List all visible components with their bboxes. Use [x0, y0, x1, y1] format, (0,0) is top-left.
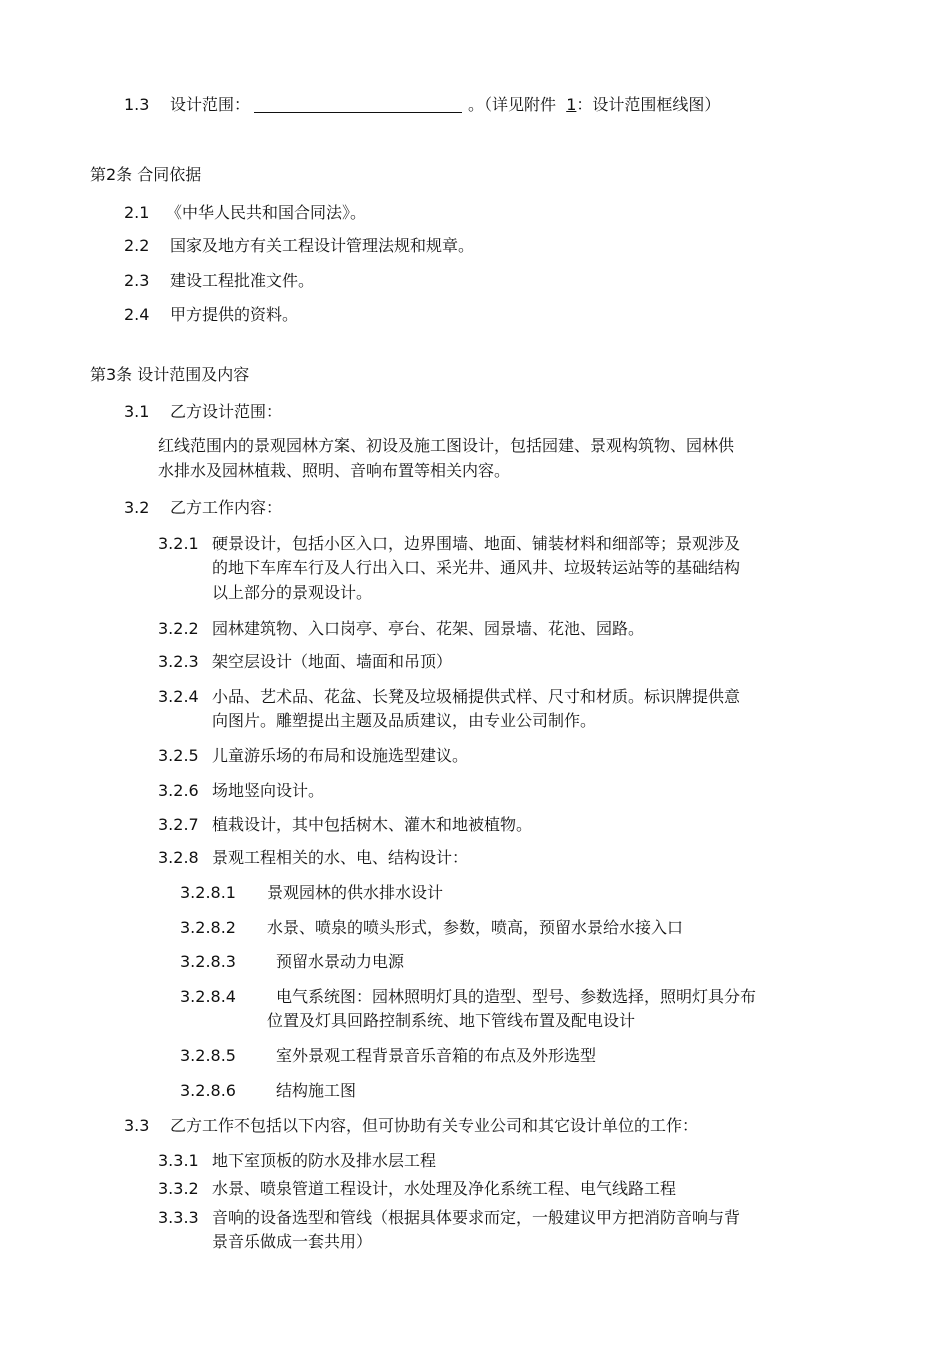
clause-number: 3.3.2 [158, 1179, 199, 1198]
clause-number: 3.1 [124, 402, 150, 421]
clause-text-line: 的地下车库车行及人行出入口、采光井、通风井、垃圾转运站等的基础结构 [212, 558, 741, 577]
clause-text-line: 植栽设计，其中包括树木、灌木和地被植物。 [212, 815, 533, 834]
clause-number: 3.2.5 [158, 746, 199, 765]
article-3-heading: 第3条 设计范围及内容 [90, 365, 250, 384]
attachment-title: ：设计范围框线图） [576, 95, 721, 114]
clause-number: 3.2 [124, 498, 150, 517]
clause-text: 乙方工作不包括以下内容，但可协助有关专业公司和其它设计单位的工作： [170, 1116, 699, 1135]
clause-number: 2.3 [124, 271, 150, 290]
clause-3-1-para-line: 红线范围内的景观园林方案、初设及施工图设计，包括园建、景观构筑物、园林供 [158, 436, 735, 455]
clause-number: 3.2.8.1 [180, 883, 236, 902]
clause-text-line: 室外景观工程背景音乐音箱的布点及外形选型 [276, 1046, 597, 1065]
clause-text-line: 地下室顶板的防水及排水层工程 [212, 1151, 437, 1170]
clause-number: 3.3.1 [158, 1151, 199, 1170]
clause-text-line: 水景、喷泉管道工程设计，水处理及净化系统工程、电气线路工程 [212, 1179, 677, 1198]
clause-after-text: 。（详见附件 [468, 95, 557, 114]
clause-text: 国家及地方有关工程设计管理法规和规章。 [170, 236, 475, 255]
clause-text: 甲方提供的资料。 [170, 305, 299, 324]
clause-number: 2.4 [124, 305, 150, 324]
clause-text-line: 向图片。雕塑提出主题及品质建议，由专业公司制作。 [212, 711, 597, 730]
clause-number: 3.2.8.5 [180, 1046, 236, 1065]
clause-number: 3.2.4 [158, 687, 199, 706]
clause-number: 3.2.3 [158, 652, 199, 671]
clause-text-line: 景音乐做成一套共用） [212, 1232, 373, 1251]
clause-text-line: 预留水景动力电源 [276, 952, 405, 971]
clause-number: 3.2.2 [158, 619, 199, 638]
clause-text-line: 结构施工图 [276, 1081, 357, 1100]
clause-text-line: 儿童游乐场的布局和设施选型建议。 [212, 746, 469, 765]
clause-text-line: 以上部分的景观设计。 [212, 583, 373, 602]
clause-text-line: 园林建筑物、入口岗亭、亭台、花架、园景墙、花池、园路。 [212, 619, 645, 638]
attachment-number: 1 [566, 95, 577, 114]
clause-number: 3.3.3 [158, 1208, 199, 1227]
clause-text-line: 电气系统图：园林照明灯具的造型、型号、参数选择，照明灯具分布 [276, 987, 757, 1006]
clause-number: 3.2.6 [158, 781, 199, 800]
clause-label: 设计范围： [170, 95, 251, 114]
clause-3-1-para-line: 水排水及园林植栽、照明、音响布置等相关内容。 [158, 461, 511, 480]
clause-text-line: 硬景设计，包括小区入口，边界围墙、地面、铺装材料和细部等；景观涉及 [212, 534, 741, 553]
clause-text-line: 音响的设备选型和管线（根据具体要求而定，一般建议甲方把消防音响与背 [212, 1208, 741, 1227]
clause-text: 建设工程批准文件。 [170, 271, 315, 290]
clause-number: 2.2 [124, 236, 150, 255]
clause-number: 3.3 [124, 1116, 150, 1135]
clause-number: 3.2.8.4 [180, 987, 236, 1006]
clause-text: 《中华人民共和国合同法》。 [166, 203, 367, 222]
clause-number: 2.1 [124, 203, 150, 222]
clause-number: 3.2.8.3 [180, 952, 236, 971]
clause-text-line: 景观工程相关的水、电、结构设计： [212, 848, 469, 867]
clause-number: 1.3 [124, 95, 150, 114]
clause-number: 3.2.7 [158, 815, 199, 834]
article-2-heading: 第2条 合同依据 [90, 165, 202, 184]
clause-text-line: 场地竖向设计。 [212, 781, 325, 800]
clause-text: 乙方工作内容： [170, 498, 283, 517]
clause-text-line: 水景、喷泉的喷头形式，参数，喷高，预留水景给水接入口 [267, 918, 684, 937]
clause-text-line: 架空层设计（地面、墙面和吊顶） [212, 652, 453, 671]
clause-text-line: 景观园林的供水排水设计 [267, 883, 444, 902]
clause-number: 3.2.1 [158, 534, 199, 553]
design-scope-blank[interactable] [254, 96, 462, 113]
clause-number: 3.2.8.6 [180, 1081, 236, 1100]
clause-text: 乙方设计范围： [170, 402, 283, 421]
clause-text-line: 小品、艺术品、花盆、长凳及垃圾桶提供式样、尺寸和材质。标识牌提供意 [212, 687, 741, 706]
clause-text-line: 位置及灯具回路控制系统、地下管线布置及配电设计 [267, 1011, 636, 1030]
clause-number: 3.2.8.2 [180, 918, 236, 937]
clause-number: 3.2.8 [158, 848, 199, 867]
